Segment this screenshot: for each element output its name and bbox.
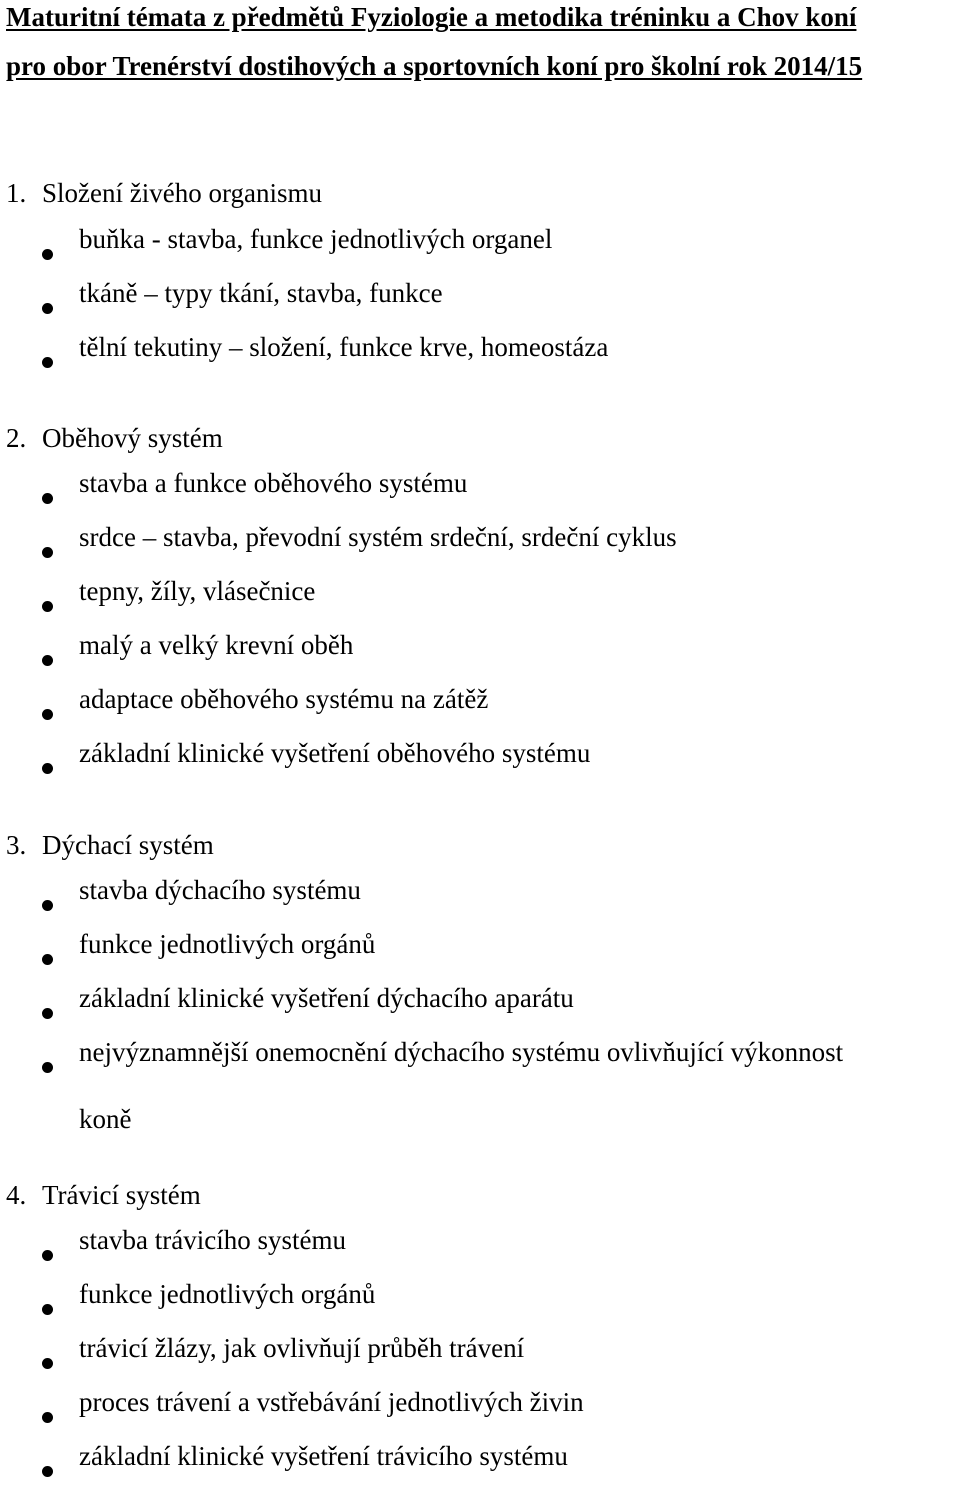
bullet-icon [42, 601, 53, 612]
list-item-text: proces trávení a vstřebávání jednotlivých živin [79, 1387, 584, 1417]
bullet-icon [42, 303, 53, 314]
list-item-text: funkce jednotlivých orgánů [79, 929, 376, 959]
bullet-icon [42, 1358, 53, 1369]
list-item-text: adaptace oběhového systému na zátěž [79, 684, 489, 714]
bullet-icon [42, 1466, 53, 1477]
bullet-icon [42, 547, 53, 558]
list-item-text: stavba a funkce oběhového systému [79, 468, 468, 498]
section-title: Složení živého organismu [42, 178, 322, 208]
bullet-icon [42, 1304, 53, 1315]
bullet-icon [42, 709, 53, 720]
list-item-text: nejvýznamnější onemocnění dýchacího systému ovlivňující výkonnost [79, 1037, 844, 1067]
section-title: Dýchací systém [42, 830, 214, 860]
section-number: 1. [6, 178, 27, 208]
list-item-text: malý a velký krevní oběh [79, 630, 354, 660]
list-item-text: základní klinické vyšetření dýchacího aparátu [79, 983, 574, 1013]
bullet-icon [42, 249, 53, 260]
bullet-icon [42, 1008, 53, 1019]
section-heading-3 [6, 830, 214, 860]
list-item-text: buňka - stavba, funkce jednotlivých organel [79, 224, 553, 254]
document-title-line-2: pro obor Trenérství dostihových a sportovních koní pro školní rok 2014/15 [6, 51, 863, 81]
section-heading-1 [6, 178, 322, 208]
list-item-text: základní klinické vyšetření oběhového systému [79, 738, 591, 768]
section-number: 3. [6, 830, 27, 860]
bullet-icon [42, 900, 53, 911]
bullet-icon [42, 1062, 53, 1073]
bullet-icon [42, 954, 53, 965]
list-item-text: základní klinické vyšetření trávicího systému [79, 1441, 568, 1471]
list-item-text: funkce jednotlivých orgánů [79, 1279, 376, 1309]
bullet-icon [42, 493, 53, 504]
list-item-text: stavba trávicího systému [79, 1225, 346, 1255]
list-item-text: tkáně – typy tkání, stavba, funkce [79, 278, 443, 308]
bullet-icon [42, 1250, 53, 1261]
document-title-line-1: Maturitní témata z předmětů Fyziologie a metodika tréninku a Chov koní [6, 2, 857, 32]
section-number: 4. [6, 1180, 27, 1210]
section-title: Trávicí systém [42, 1180, 201, 1210]
section-heading-2 [6, 423, 223, 453]
list-item-text: trávicí žlázy, jak ovlivňují průběh trávení [79, 1333, 525, 1363]
bullet-icon [42, 763, 53, 774]
list-item-continuation: koně [79, 1104, 132, 1134]
bullet-icon [42, 655, 53, 666]
section-number: 2. [6, 423, 27, 453]
list-item-text: stavba dýchacího systému [79, 875, 361, 905]
list-item-text: tělní tekutiny – složení, funkce krve, homeostáza [79, 332, 609, 362]
bullet-icon [42, 357, 53, 368]
list-item-text: tepny, žíly, vlásečnice [79, 576, 316, 606]
section-heading-4 [6, 1180, 201, 1210]
section-title: Oběhový systém [42, 423, 223, 453]
bullet-icon [42, 1412, 53, 1423]
list-item-text: srdce – stavba, převodní systém srdeční, srdeční cyklus [79, 522, 677, 552]
